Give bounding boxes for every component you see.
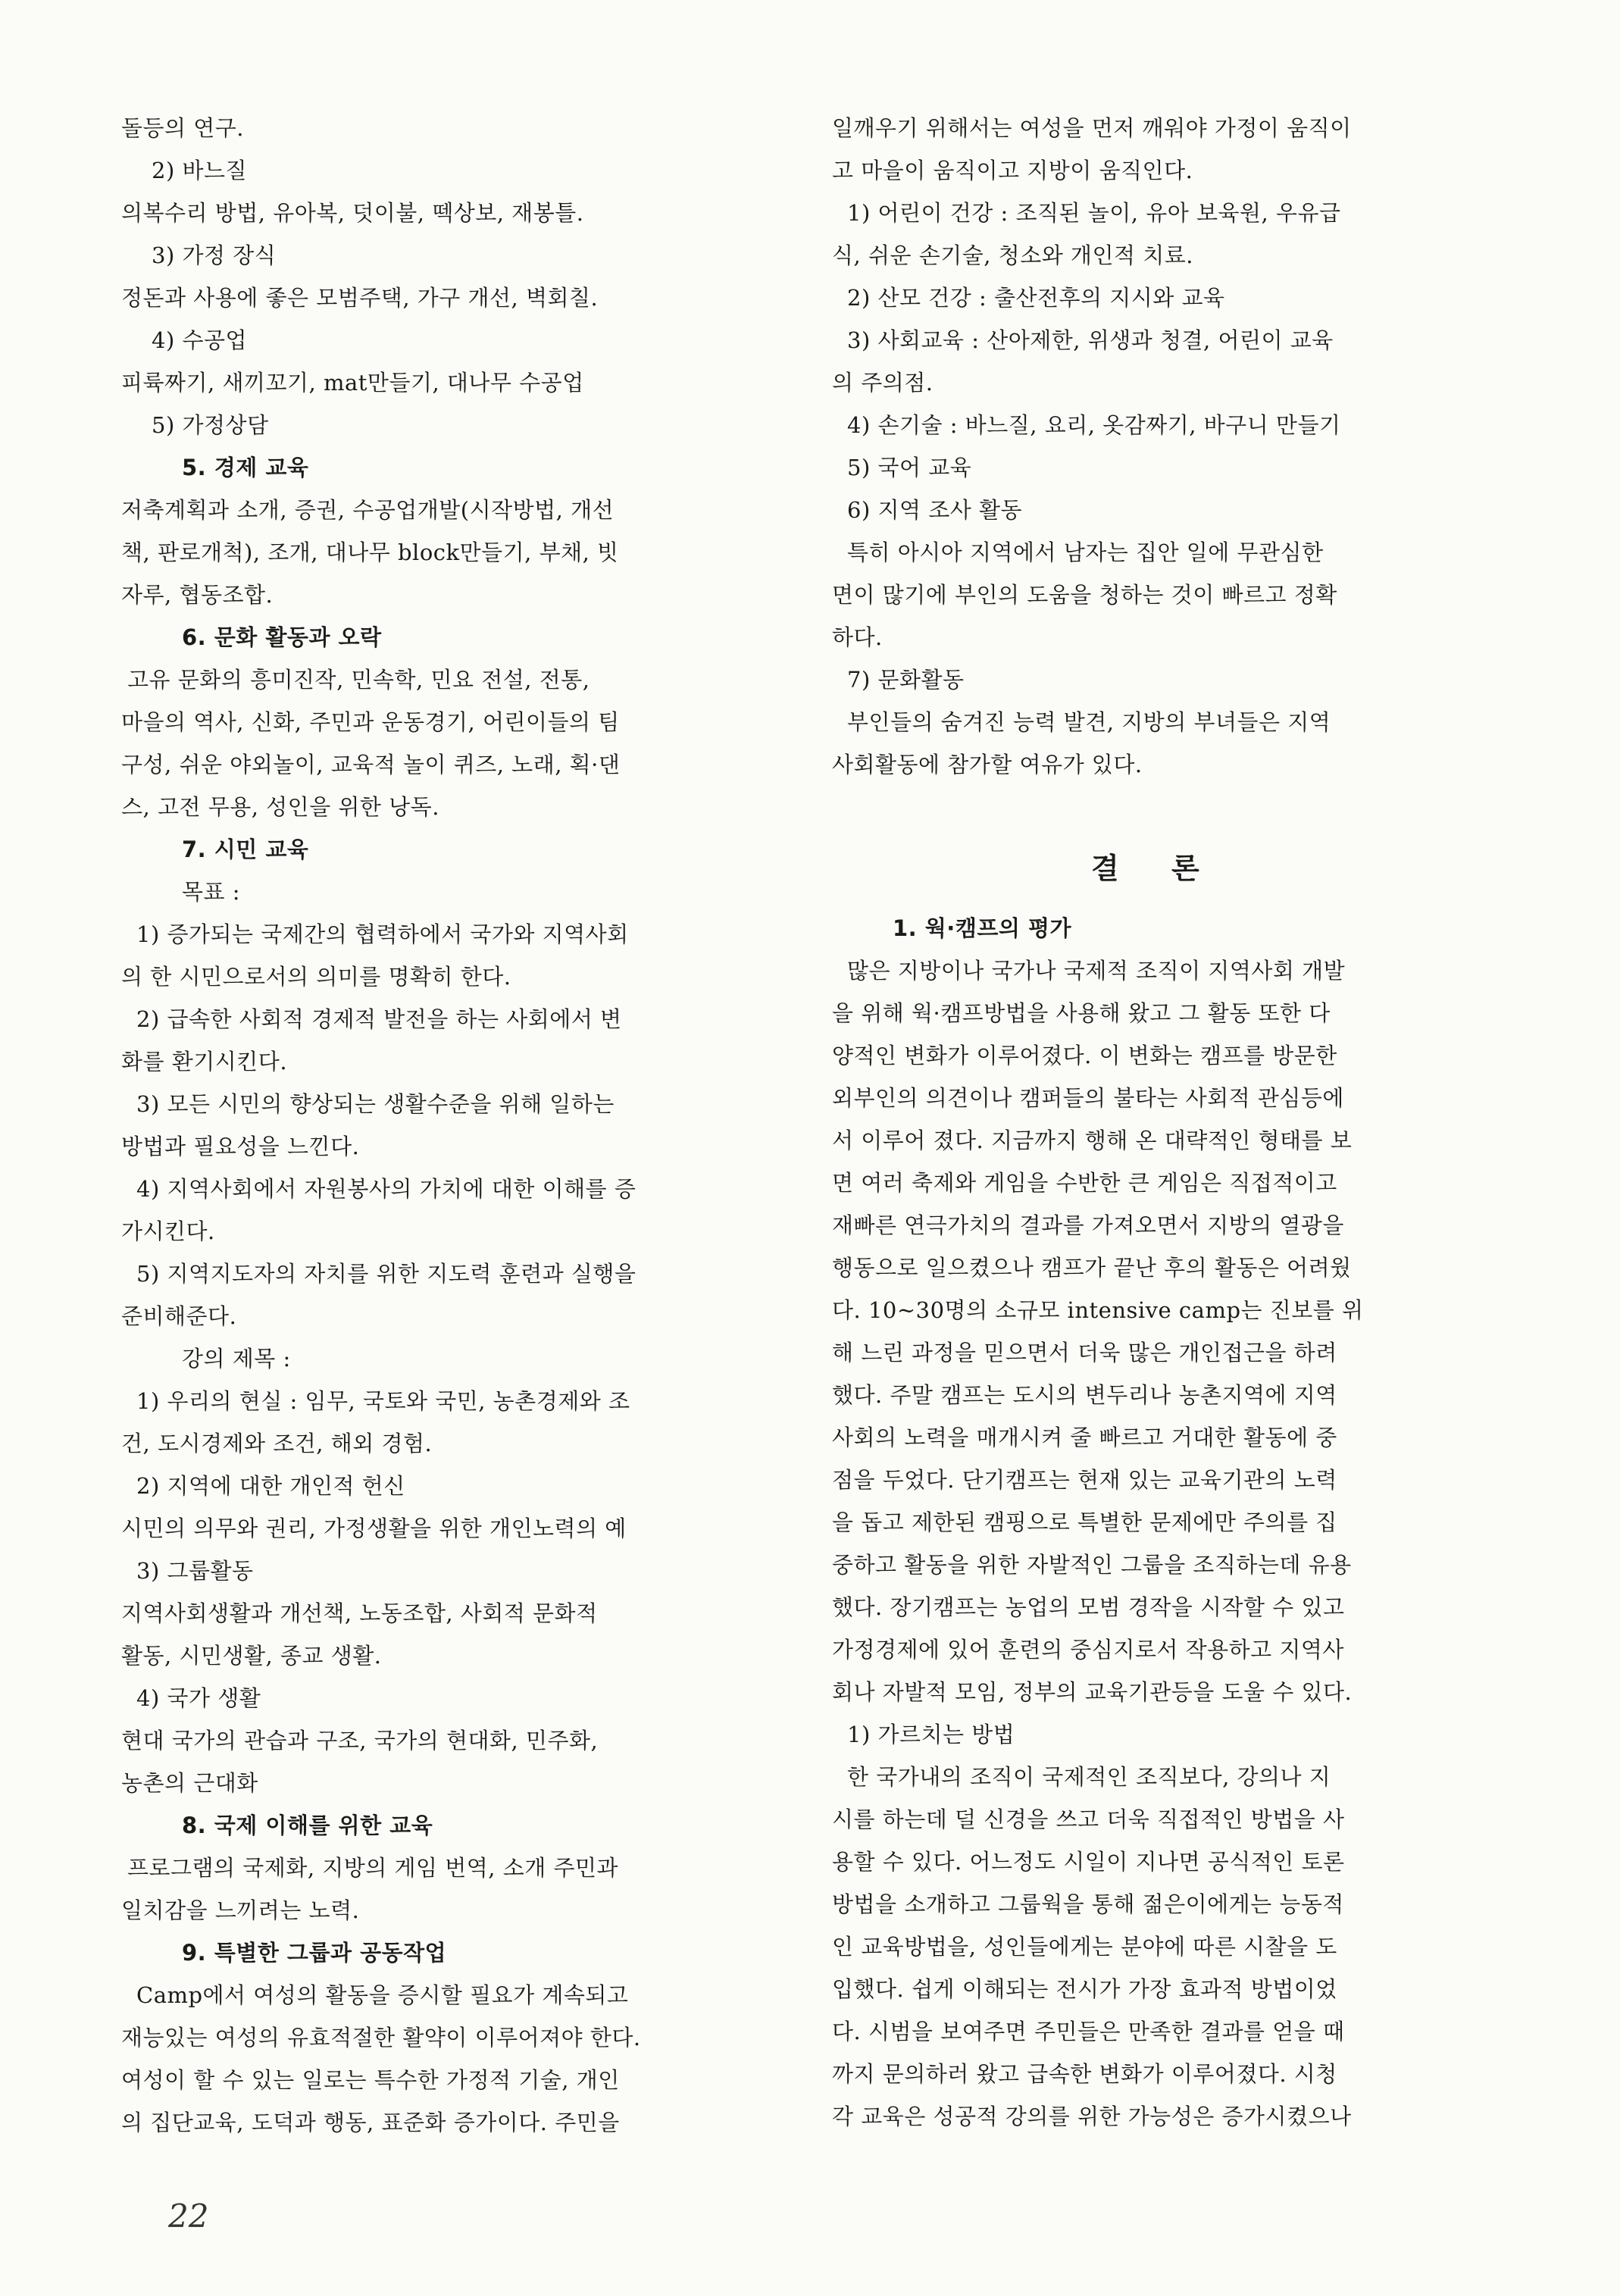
text-line: 강의 제목 : xyxy=(182,1346,291,1372)
text-line: 3) 사회교육 : 산아제한, 위생과 청결, 어린이 교육 xyxy=(847,327,1334,353)
text-line: 까지 문의하러 왔고 급속한 변화가 이루어졌다. 시청 xyxy=(832,2061,1337,2087)
left-column xyxy=(121,114,784,2151)
text-line: 식, 쉬운 손기술, 청소와 개인적 치료. xyxy=(832,242,1193,268)
conclusion-title: 결 론 xyxy=(1091,852,1221,885)
text-line: 입했다. 쉽게 이해되는 전시가 가장 효과적 방법이었 xyxy=(832,1976,1337,2002)
text-line: 4) 지역사회에서 자원봉사의 가치에 대한 이해를 증 xyxy=(136,1176,636,1202)
text-line: 일깨우기 위해서는 여성을 먼저 깨워야 가정이 움직이 xyxy=(832,115,1352,141)
section-heading: 5. 경제 교육 xyxy=(182,455,309,480)
text-line: 점을 두었다. 단기캠프는 현재 있는 교육기관의 노력 xyxy=(832,1467,1337,1493)
text-line: 인 교육방법을, 성인들에게는 분야에 따른 시찰을 도 xyxy=(832,1934,1337,1960)
text-line: 한 국가내의 조직이 국제적인 조직보다, 강의나 지 xyxy=(847,1764,1331,1790)
text-line: 정돈과 사용에 좋은 모범주택, 가구 개선, 벽회칠. xyxy=(121,285,599,311)
text-line: 목표 : xyxy=(182,879,241,905)
right-column-conclusion xyxy=(832,914,1499,2144)
text-line: 5) 가정상담 xyxy=(152,412,269,438)
text-line: 2) 지역에 대한 개인적 헌신 xyxy=(136,1473,405,1499)
text-line: 재빠른 연극가치의 결과를 가져오면서 지방의 열광을 xyxy=(832,1212,1344,1238)
text-line: 7) 문화활동 xyxy=(847,667,965,693)
text-line: 현대 국가의 관습과 구조, 국가의 현대화, 민주화, xyxy=(121,1728,599,1753)
text-line: 중하고 활동을 위한 자발적인 그룹을 조직하는데 유용 xyxy=(832,1552,1352,1578)
text-line: 부인들의 숨겨진 능력 발견, 지방의 부녀들은 지역 xyxy=(847,709,1331,735)
text-line: 4) 국가 생활 xyxy=(136,1685,261,1711)
text-line: 건, 도시경제와 조건, 해외 경험. xyxy=(121,1431,433,1456)
text-line: 고 마을이 움직이고 지방이 움직인다. xyxy=(832,158,1193,183)
text-line: 가시킨다. xyxy=(121,1218,215,1244)
text-line: 외부인의 의견이나 캠퍼들의 불타는 사회적 관심등에 xyxy=(832,1085,1344,1111)
text-line: 마을의 역사, 신화, 주민과 운동경기, 어린이들의 팀 xyxy=(121,709,620,735)
text-line: 화를 환기시킨다. xyxy=(121,1049,288,1074)
text-line: 을 위해 웍·캠프방법을 사용해 왔고 그 활동 또한 다 xyxy=(832,1000,1331,1026)
text-line: 일치감을 느끼려는 노력. xyxy=(121,1897,360,1923)
text-line: 했다. 주말 캠프는 도시의 변두리나 농촌지역에 지역 xyxy=(832,1382,1337,1408)
text-line: 가정경제에 있어 훈련의 중심지로서 작용하고 지역사 xyxy=(832,1637,1344,1663)
text-line: 사회의 노력을 매개시켜 줄 빠르고 거대한 활동에 중 xyxy=(832,1425,1337,1450)
text-line: 각 교육은 성공적 강의를 위한 가능성은 증가시켰으나 xyxy=(832,2104,1352,2129)
text-line: 1) 우리의 현실 : 임무, 국토와 국민, 농촌경제와 조 xyxy=(136,1388,630,1414)
text-line: 활동, 시민생활, 종교 생활. xyxy=(121,1643,382,1669)
text-line: 면 여러 축제와 게임을 수반한 큰 게임은 직접적이고 xyxy=(832,1170,1337,1196)
text-line: 시를 하는데 덜 신경을 쓰고 더욱 직접적인 방법을 사 xyxy=(832,1806,1345,1832)
text-line: 회나 자발적 모임, 정부의 교육기관등을 도울 수 있다. xyxy=(832,1679,1353,1705)
text-line: 1) 증가되는 국제간의 협력하에서 국가와 지역사회 xyxy=(136,921,629,947)
text-line: 방법과 필요성을 느낀다. xyxy=(121,1134,360,1159)
text-line: 여성이 할 수 있는 일로는 특수한 가정적 기술, 개인 xyxy=(121,2067,620,2093)
text-line: 다. 시범을 보여주면 주민들은 만족한 결과를 얻을 때 xyxy=(832,2019,1345,2044)
text-line: 시민의 의무와 권리, 가정생활을 위한 개인노력의 예 xyxy=(121,1516,627,1541)
text-line: 행동으로 일으켰으나 캠프가 끝난 후의 활동은 어려웠 xyxy=(832,1255,1352,1281)
text-line: 3) 모든 시민의 향상되는 생활수준을 위해 일하는 xyxy=(136,1091,615,1117)
section-heading: 7. 시민 교육 xyxy=(182,837,309,862)
text-line: 1) 어린이 건강 : 조직된 놀이, 유아 보육원, 우유급 xyxy=(847,200,1341,226)
text-line: 의 집단교육, 도덕과 행동, 표준화 증가이다. 주민을 xyxy=(121,2110,620,2135)
text-line: 농촌의 근대화 xyxy=(121,1770,258,1796)
text-line: 고유 문화의 흥미진작, 민속학, 민요 전설, 전통, xyxy=(127,667,590,693)
text-line: 을 돕고 제한된 캠핑으로 특별한 문제에만 주의를 집 xyxy=(832,1509,1337,1535)
text-line: Camp에서 여성의 활동을 증시할 필요가 계속되고 xyxy=(136,1982,629,2008)
text-line: 의복수리 방법, 유아복, 덧이불, 떽상보, 재봉틀. xyxy=(121,200,584,226)
text-line: 돌등의 연구. xyxy=(121,115,245,141)
text-line: 4) 수공업 xyxy=(152,327,248,353)
text-line: 피륙짜기, 새끼꼬기, mat만들기, 대나무 수공업 xyxy=(121,370,584,396)
text-line: 저축계획과 소개, 증권, 수공업개발(시작방법, 개선 xyxy=(121,497,615,523)
section-heading: 8. 국제 이해를 위한 교육 xyxy=(182,1813,433,1838)
text-line: 구성, 쉬운 야외놀이, 교육적 놀이 퀴즈, 노래, 획·댄 xyxy=(121,752,621,777)
text-line: 6) 지역 조사 활동 xyxy=(847,497,1023,523)
text-line: 2) 바느질 xyxy=(152,158,248,183)
text-line: 1) 가르치는 방법 xyxy=(847,1722,1015,1747)
text-line: 준비해준다. xyxy=(121,1303,237,1329)
text-line: 책, 판로개척), 조개, 대나무 block만들기, 부채, 빗 xyxy=(121,540,619,565)
text-line: 특히 아시아 지역에서 남자는 집안 일에 무관심한 xyxy=(847,540,1324,565)
page-number: 22 xyxy=(168,2197,209,2235)
text-line: 스, 고전 무용, 성인을 위한 낭독. xyxy=(121,794,439,820)
text-line: 면이 많기에 부인의 도움을 청하는 것이 빠르고 정확 xyxy=(832,582,1337,608)
text-line: 지역사회생활과 개선책, 노동조합, 사회적 문화적 xyxy=(121,1600,598,1626)
text-line: 4) 손기술 : 바느질, 요리, 옷감짜기, 바구니 만들기 xyxy=(847,412,1341,438)
text-line: 3) 그룹활동 xyxy=(136,1558,254,1584)
text-line: 2) 급속한 사회적 경제적 발전을 하는 사회에서 변 xyxy=(136,1006,622,1032)
text-line: 3) 가정 장식 xyxy=(152,242,277,268)
section-heading: 1. 웍·캠프의 평가 xyxy=(893,915,1071,941)
text-line: 2) 산모 건강 : 출산전후의 지시와 교육 xyxy=(847,285,1225,311)
text-line: 재능있는 여성의 유효적절한 활약이 이루어져야 한다. xyxy=(121,2025,641,2050)
section-heading: 6. 문화 활동과 오락 xyxy=(182,624,382,650)
text-line: 해 느린 과정을 믿으면서 더욱 많은 개인접근을 하려 xyxy=(832,1340,1337,1365)
text-line: 했다. 장기캠프는 농업의 모범 경작을 시작할 수 있고 xyxy=(832,1594,1345,1620)
text-line: 용할 수 있다. 어느정도 시일이 지나면 공식적인 토론 xyxy=(832,1849,1345,1875)
section-heading: 9. 특별한 그룹과 공동작업 xyxy=(182,1940,447,1966)
text-line: 하다. xyxy=(832,624,883,650)
text-line: 의 주의점. xyxy=(832,370,934,396)
text-line: 프로그램의 국제화, 지방의 게임 번역, 소개 주민과 xyxy=(127,1855,619,1881)
text-line: 많은 지방이나 국가나 국제적 조직이 지역사회 개발 xyxy=(847,958,1346,984)
text-line: 사회활동에 참가할 여유가 있다. xyxy=(832,752,1143,777)
text-line: 방법을 소개하고 그룹웍을 통해 젊은이에게는 능동적 xyxy=(832,1891,1344,1917)
text-line: 다. 10~30명의 소규모 intensive camp는 진보를 위 xyxy=(832,1297,1364,1323)
text-line: 자루, 협동조합. xyxy=(121,582,274,608)
text-line: 서 이루어 졌다. 지금까지 행해 온 대략적인 형태를 보 xyxy=(832,1128,1353,1153)
text-line: 양적인 변화가 이루어졌다. 이 변화는 캠프를 방문한 xyxy=(832,1043,1337,1068)
text-line: 의 한 시민으로서의 의미를 명확히 한다. xyxy=(121,964,511,990)
right-column xyxy=(832,114,1499,793)
text-line: 5) 지역지도자의 자치를 위한 지도력 훈련과 실행을 xyxy=(136,1261,636,1287)
text-line: 5) 국어 교육 xyxy=(847,455,972,480)
